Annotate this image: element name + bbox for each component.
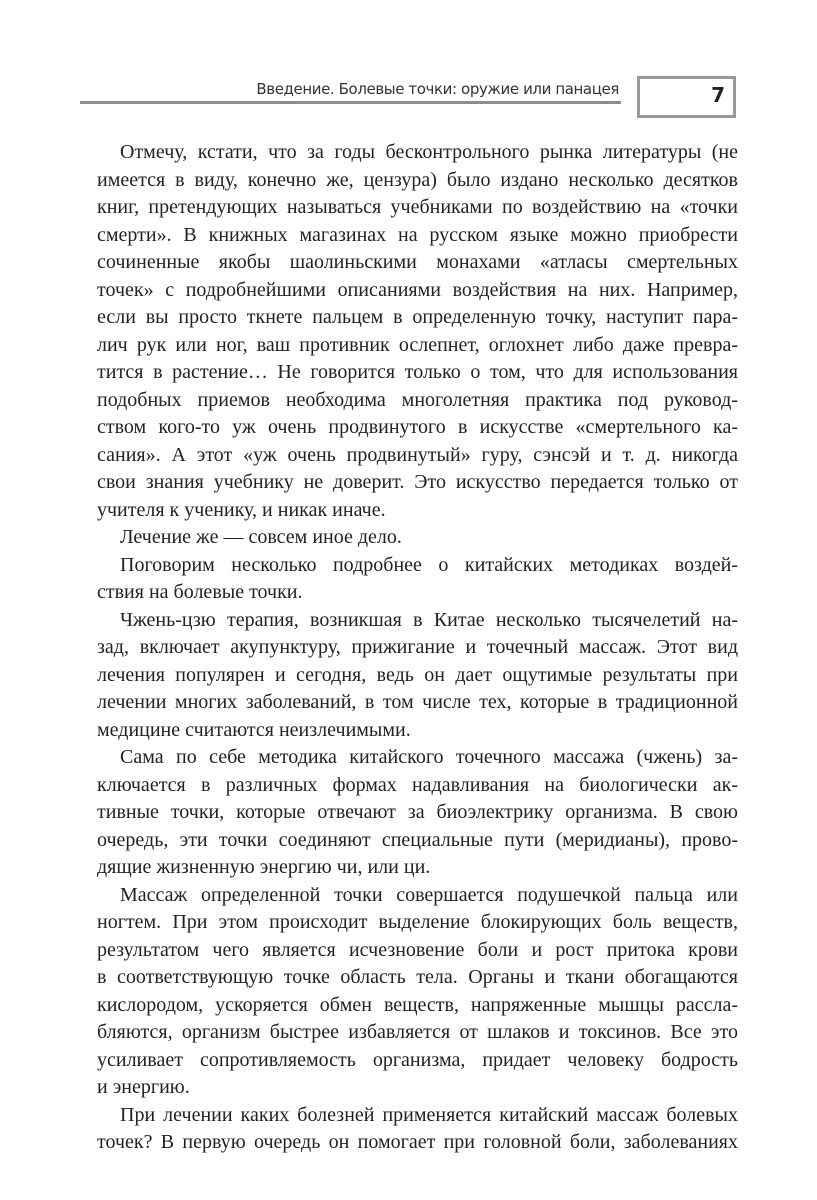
text-line: учителя к ученику, и никак иначе. [97, 498, 386, 521]
text-line: точек» с подробнейшими описаниями воздействия на них. Например, [97, 278, 738, 301]
text-line: точек? В первую очередь он помогает при головной боли, заболеваниях [97, 1131, 738, 1153]
text-line: бляются, организм быстрее избавляется от шлаков и токсинов. Все это [97, 1021, 738, 1043]
text-line: тится в растение… Не говорится только о том, что для использования [97, 361, 738, 383]
text-line: подобных приемов необходима многолетняя практика под руковод- [97, 388, 738, 411]
page-number-box [637, 76, 736, 118]
text-line: свои знания учебнику не доверит. Это искусство передается только от [97, 471, 738, 493]
running-title: Введение. Болевые точки: оружие или панацея [256, 80, 619, 98]
text-line: сочиненные якобы шаолиньскими монахами «атласы смертельных [97, 251, 738, 273]
text-line: сания». А этот «уж очень продвинутый» гуру, сэнсэй и т. д. никогда [97, 443, 738, 466]
text-line: дящие жизненную энергию чи, или ци. [97, 856, 431, 878]
text-line: Сама по себе методика китайского точечного массажа (чжень) за- [120, 746, 738, 768]
text-line: ключается в различных формах надавливания на биологически ак- [97, 773, 738, 796]
text-line: При лечении каких болезней применяется китайский массаж болевых [120, 1103, 738, 1126]
text-line: лечении многих заболеваний, в том числе тех, которые в традиционной [97, 691, 738, 713]
text-line: ногтем. При этом происходит выделение блокирующих боль веществ, [97, 911, 738, 933]
text-line: результатом чего является исчезновение боли и рост притока крови [97, 938, 738, 961]
header-rule [80, 101, 621, 104]
text-line: ством кого-то уж очень продвинутого в искусстве «смертельного ка- [97, 416, 738, 438]
text-line: медицине считаются неизлечимыми. [97, 718, 411, 741]
body-text [97, 139, 738, 1157]
text-line: имеется в виду, конечно же, цензура) было издано несколько десятков [97, 168, 738, 191]
text-line: очередь, эти точки соединяют специальные пути (меридианы), прово- [97, 828, 738, 851]
text-line: Лечение же — совсем иное дело. [120, 526, 402, 548]
text-line: лечения популярен и сегодня, ведь он дает ощутимые результаты при [97, 663, 738, 686]
text-line: если вы просто ткнете пальцем в определенную точку, наступит пара- [97, 306, 738, 328]
text-line: усиливает сопротивляемость организма, придает человеку бодрость [97, 1048, 738, 1071]
text-line: Поговорим несколько подробнее о китайских методиках воздей- [120, 553, 738, 576]
text-line: тивные точки, которые отвечают за биоэлектрику организма. В свою [97, 801, 738, 823]
text-line: кислородом, ускоряется обмен веществ, напряженные мышцы рассла- [97, 993, 738, 1016]
text-line: лич рук или ног, ваш противник ослепнет, оглохнет либо даже превра- [97, 333, 738, 356]
text-line: Чжень-цзю терапия, возникшая в Китае несколько тысячелетий на- [120, 608, 738, 631]
text-line: зад, включает акупунктуру, прижигание и точечный массаж. Этот вид [97, 636, 738, 658]
text-line: Отмечу, кстати, что за годы бесконтрольного рынка литературы (не [120, 141, 738, 163]
text-line: Массаж определенной точки совершается подушечкой пальца или [120, 883, 738, 906]
text-line: смерти». В книжных магазинах на русском языке можно приобрести [97, 223, 738, 246]
text-line: книг, претендующих называться учебниками по воздействию на «точки [97, 196, 738, 218]
text-line: и энергию. [97, 1076, 190, 1098]
text-line: в соответствующую точке область тела. Органы и ткани обогащаются [97, 966, 738, 988]
page-number: 7 [711, 83, 725, 107]
text-line: ствия на болевые точки. [97, 581, 303, 603]
